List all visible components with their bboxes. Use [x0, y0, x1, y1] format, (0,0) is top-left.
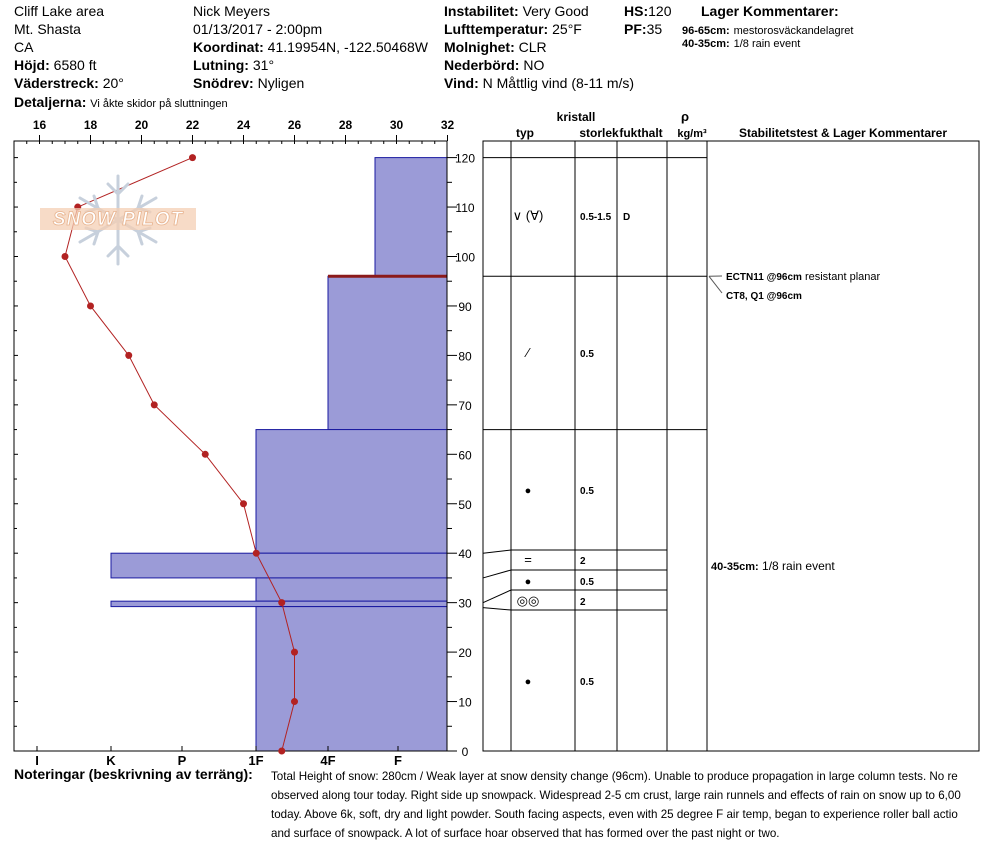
grain-type: ● — [524, 576, 532, 588]
coord-label: Koordinat: — [193, 39, 264, 55]
table-frame — [483, 141, 979, 751]
grain-type: ◎◎ — [516, 593, 540, 608]
details-label: Detaljerna: — [14, 94, 87, 110]
height-tick-label: 50 — [458, 497, 472, 512]
layer-comment-1-range: 96-65cm: — [682, 25, 730, 37]
airtemp-label: Lufttemperatur: — [444, 21, 549, 37]
location: Cliff Lake area — [14, 3, 105, 19]
temp-tick-label: 22 — [185, 118, 200, 132]
grain-size: 0.5-1.5 — [580, 212, 612, 223]
stability-test-2: CT8, Q1 @96cm — [726, 291, 802, 302]
hardness-bar — [256, 578, 447, 601]
grain-size: 0.5 — [580, 577, 594, 588]
temperature-point — [202, 451, 209, 458]
notes-line: today. Above 6k, soft, dry and light powder. South facing aspects, even with 25 degree F air temp, began to experience roller ball actio — [271, 808, 958, 821]
height-tick-label: 70 — [458, 398, 472, 413]
height-tick-label: 90 — [458, 299, 472, 314]
hardness-tick-label: I — [35, 753, 39, 768]
slope-label: Lutning: — [193, 57, 249, 73]
height-tick-label: 20 — [458, 646, 472, 661]
temperature-point — [87, 302, 94, 309]
elevation-label: Höjd: — [14, 57, 50, 73]
temperature-point — [278, 599, 285, 606]
height-tick-label: 10 — [458, 695, 472, 710]
grain-size: 2 — [580, 556, 586, 567]
layer-comment-1-text: mestorosväckandelagret — [733, 25, 854, 37]
instability-label: Instabilitet: — [444, 3, 519, 19]
grain-type: = — [524, 552, 532, 567]
temp-tick-label: 30 — [389, 118, 404, 132]
pf-value: 35 — [646, 21, 663, 37]
temperature-point — [151, 401, 158, 408]
temperature-point — [291, 649, 298, 656]
temp-tick-label: 28 — [338, 118, 353, 132]
snowpilot-logo — [38, 172, 198, 268]
hardness-tick-label: P — [177, 753, 187, 768]
notes-line: observed along tour today. Right side up snowpack. Widespread 2-5 cm crust, large rain runnels and effects of rain on snow up to 6,00 — [271, 789, 961, 802]
state: CA — [14, 39, 34, 55]
slope-value: 31° — [252, 57, 275, 73]
hs-label: HS: — [624, 3, 649, 19]
drift-label: Snödrev: — [193, 75, 254, 91]
stability-arrow — [709, 276, 722, 293]
wind-label: Vind: — [444, 75, 479, 91]
temperature-point — [291, 698, 298, 705]
col-header-type: typ — [516, 126, 534, 140]
coord-value: 41.19954N, -122.50468W — [267, 39, 428, 55]
datetime: 01/13/2017 - 2:00pm — [193, 21, 323, 37]
logo-text: SNOW PILOT — [52, 209, 184, 230]
precip-value: NO — [523, 57, 545, 73]
col-header-moisture: fukthalt — [619, 126, 663, 140]
temperature-point — [278, 748, 285, 755]
height-tick-label: 120 — [454, 151, 476, 166]
col-header-crystal: kristall — [556, 110, 596, 124]
notes-text — [271, 767, 994, 843]
notes-label: Noteringar (beskrivning av terräng): — [14, 766, 253, 782]
grain-type: ∨ (∀) — [512, 208, 544, 223]
col-header-stability: Stabilitetstest & Lager Kommentarer — [738, 126, 948, 140]
pf-label: PF: — [624, 21, 647, 37]
grain-type: ● — [524, 485, 532, 497]
hardness-bar — [256, 430, 447, 554]
temp-tick-label: 18 — [83, 118, 98, 132]
notes-line: and surface of snowpack. A lot of surface hoar observed that has formed over the past night or two. — [271, 827, 780, 840]
observer: Nick Meyers — [193, 3, 271, 19]
layer-note: 40-35cm: 1/8 rain event — [711, 559, 835, 573]
grain-type: ● — [524, 676, 532, 688]
height-tick-label: 30 — [458, 596, 472, 611]
height-tick-label: 0 — [461, 745, 469, 759]
airtemp-value: 25°F — [552, 21, 582, 37]
instability-value: Very Good — [522, 3, 589, 19]
grain-size: 2 — [580, 597, 586, 608]
grain-size: 0.5 — [580, 349, 594, 360]
hardness-tick-label: 1F — [248, 753, 264, 768]
temperature-point — [125, 352, 132, 359]
layer-comment-2-range: 40-35cm: — [682, 38, 730, 50]
height-tick-label: 40 — [458, 547, 472, 562]
grain-type: ⁄ — [526, 345, 530, 360]
hardness-tick-label: K — [106, 753, 116, 768]
grain-size: 0.5 — [580, 486, 594, 497]
height-tick-label: 80 — [458, 349, 472, 364]
moisture: D — [623, 212, 631, 223]
hs-value: 120 — [648, 3, 672, 19]
wind-value: N Måttlig vind (8-11 m/s) — [482, 75, 635, 91]
layer-comments-title-text: Lager Kommentarer: — [701, 3, 839, 19]
hardness-tick-label: F — [394, 753, 402, 768]
sky-value: CLR — [518, 39, 547, 55]
hardness-bar — [256, 607, 447, 751]
stability-test-1: ECTN11 @96cm resistant planar — [726, 271, 881, 283]
hardness-bar — [328, 276, 447, 429]
layer-comment-2-text: 1/8 rain event — [733, 38, 801, 50]
elevation-value: 6580 ft — [53, 57, 97, 73]
drift-value: Nyligen — [257, 75, 305, 91]
col-header-size: storlek — [579, 126, 619, 140]
temp-tick-label: 26 — [287, 118, 302, 132]
mountain: Mt. Shasta — [14, 21, 81, 37]
temp-tick-label: 32 — [440, 118, 455, 132]
hardness-tick-label: 4F — [320, 753, 336, 768]
aspect-value: 20° — [102, 75, 124, 91]
temp-tick-label: 16 — [32, 118, 47, 132]
temperature-point — [189, 154, 196, 161]
hardness-bar — [111, 553, 447, 578]
notes-line: Total Height of snow: 280cm / Weak layer at snow density change (96cm). Unable to produce propagation in large column tests. No re — [271, 770, 958, 783]
col-header-rho: ρ — [680, 109, 690, 124]
temp-tick-label: 24 — [236, 118, 251, 132]
height-tick-label: 60 — [458, 448, 472, 463]
aspect-label: Väderstreck: — [14, 75, 99, 91]
temperature-point — [240, 500, 247, 507]
col-header-density: kg/m³ — [677, 128, 707, 140]
sky-label: Molnighet: — [444, 39, 515, 55]
precip-label: Nederbörd: — [444, 57, 520, 73]
grain-size: 0.5 — [580, 677, 594, 688]
height-tick-label: 110 — [455, 201, 475, 216]
height-tick-label: 100 — [454, 250, 476, 265]
temperature-point — [253, 550, 260, 557]
details-value: Vi åkte skidor på sluttningen — [90, 98, 228, 110]
hardness-bar — [375, 158, 447, 277]
temp-tick-label: 20 — [134, 118, 149, 132]
